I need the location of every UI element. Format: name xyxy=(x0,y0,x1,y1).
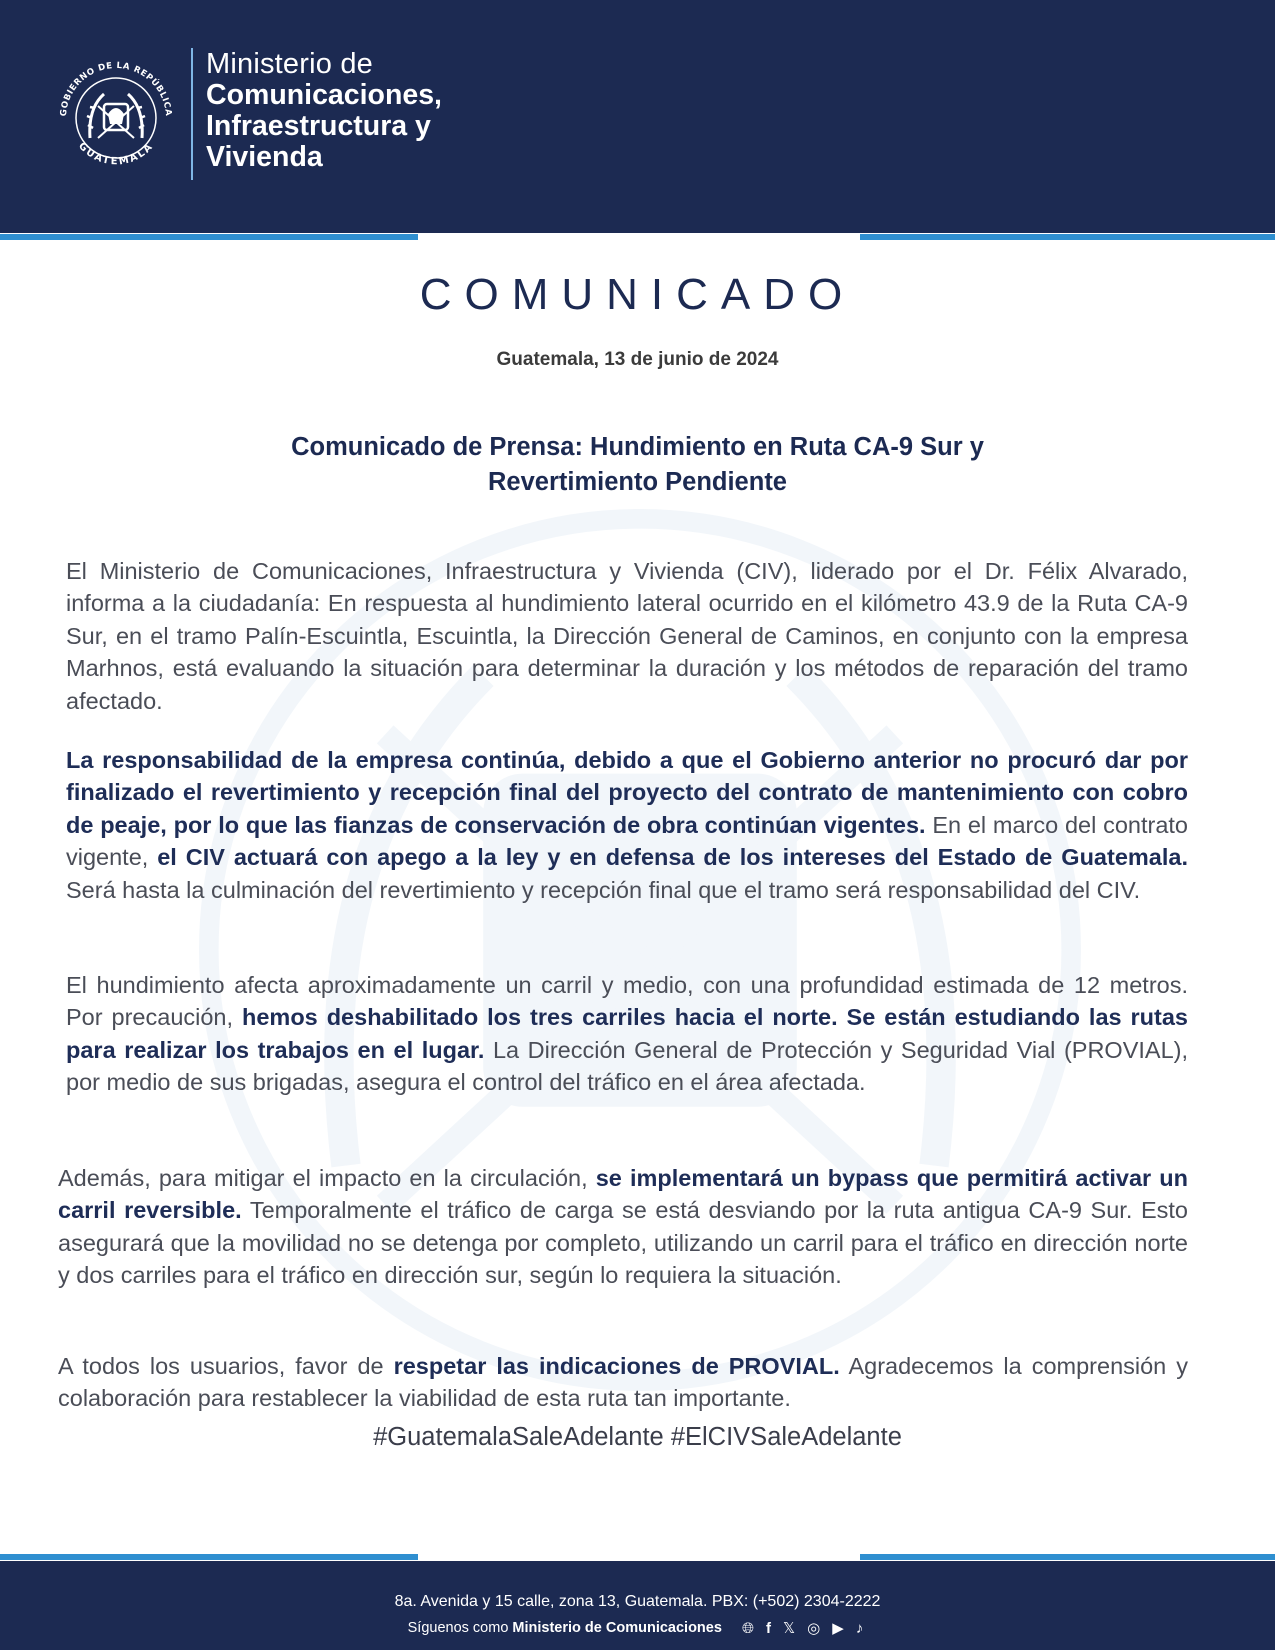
logo-divider xyxy=(191,48,193,180)
hashtags: #GuatemalaSaleAdelante #ElCIVSaleAdelante xyxy=(373,1423,902,1451)
ministry-name xyxy=(206,50,442,172)
paragraph-3-text-1: El hundimiento afecta aproximadamente un carril y medio, con una profundidad estimada de 12 metros. Por precaución, xyxy=(66,971,1188,1030)
social-icons xyxy=(738,1619,867,1637)
paragraph-2-text-1: En el marco del contrato vigente, xyxy=(66,811,1189,870)
ministry-line-1: Ministerio de xyxy=(206,48,373,80)
svg-text:GOBIERNO DE LA REPÚBLICA: GOBIERNO DE LA REPÚBLICA xyxy=(58,60,174,117)
ministry-line-3: Infraestructura y xyxy=(206,110,431,142)
paragraph-2-bold-2: el CIV actuará con apego a la ley y en defensa de los intereses del Estado de Guatemala. xyxy=(157,844,1188,870)
guatemala-seal-logo xyxy=(48,50,184,186)
headline-line-1: Comunicado de Prensa: Hundimiento en Ruta CA-9 Sur y xyxy=(291,433,984,461)
document-title: COMUNICADO xyxy=(419,270,856,319)
tiktok-icon[interactable]: ♪ xyxy=(855,1620,864,1637)
paragraph-5-text-2: Agradecemos la comprensión y colaboración para restablecer la viabilidad de esta ruta tan importante. xyxy=(58,1352,1188,1411)
header-accent-stripe xyxy=(0,233,1275,241)
ministry-line-4: Vivienda xyxy=(206,141,323,173)
footer-social xyxy=(0,1619,1275,1637)
footer-banner xyxy=(0,1561,1275,1650)
press-release-headline xyxy=(160,430,1115,500)
paragraph-3 xyxy=(66,969,1188,1099)
follow-handle: Ministerio de Comunicaciones xyxy=(512,1619,722,1636)
paragraph-4-bold-1: se implementará un bypass que permitirá activar un carril reversible. xyxy=(58,1164,1188,1223)
paragraph-1: El Ministerio de Comunicaciones, Infraestructura y Vivienda (CIV), liderado por el Dr. Félix Alvarado, informa a la ciudadanía: En respuesta al hundimiento lateral ocurrido en el kilómetro 43.9 de la Ruta CA-9 Sur, en el tramo Palín-Escuintla, Escuintla, la Dirección General de Caminos, en conjunto con la empresa Marhnos, está evaluando la situación para determinar la duración y los métodos de reparación del tramo afectado. xyxy=(66,557,1188,714)
paragraph-2-text-2: Será hasta la culminación del revertimiento y recepción final que el tramo será responsabilidad del CIV. xyxy=(66,876,1141,903)
globe-icon[interactable]: 🌐︎ xyxy=(741,1620,754,1637)
paragraph-3-text-2: La Dirección General de Protección y Seguridad Vial (PROVIAL), por medio de sus brigadas, asegura el control del tráfico en el área afectada. xyxy=(66,1036,1188,1095)
paragraph-5-text-1: A todos los usuarios, favor de xyxy=(58,1352,394,1379)
instagram-icon[interactable]: ◎ xyxy=(807,1620,821,1637)
paragraph-2-bold-1: La responsabilidad de la empresa continúa, debido a que el Gobierno anterior no procuró dar por finalizado el revertimiento y recepción final del proyecto del contrato de mantenimiento con cobro de peaje, por lo que las fianzas de conservación de obra continúan vigentes. xyxy=(66,746,1188,838)
x-icon[interactable]: 𝕏 xyxy=(783,1620,796,1637)
paragraph-4-text-1: Además, para mitigar el impacto en la circulación, xyxy=(58,1164,596,1191)
document-date: Guatemala, 13 de junio de 2024 xyxy=(496,349,779,370)
youtube-icon[interactable]: ▶ xyxy=(832,1620,844,1637)
footer-accent-stripe xyxy=(0,1553,1275,1561)
header-banner xyxy=(0,0,1275,233)
facebook-icon[interactable]: f xyxy=(766,1620,771,1637)
svg-text:GUATEMALA: GUATEMALA xyxy=(75,140,156,168)
paragraph-5 xyxy=(58,1350,1188,1415)
paragraph-4-text-2: Temporalmente el tráfico de carga se está desviando por la ruta antigua CA-9 Sur. Esto asegurará que la movilidad no se detenga por completo, utilizando un carril para el tráfico en dirección norte y dos carriles para el tráfico en dirección sur, según lo requiera la situación. xyxy=(58,1197,1188,1288)
paragraph-5-bold-1: respetar las indicaciones de PROVIAL. xyxy=(393,1352,840,1379)
ministry-line-2: Comunicaciones, xyxy=(206,79,442,111)
headline-line-2: Revertimiento Pendiente xyxy=(488,468,787,496)
footer-address: 8a. Avenida y 15 calle, zona 13, Guatemala. PBX: (+502) 2304-2222 xyxy=(394,1593,881,1610)
paragraph-2 xyxy=(66,744,1188,907)
paragraph-3-bold-1: hemos deshabilitado los tres carriles hacia el norte. Se están estudiando las rutas para realizar los trabajos en el lugar. xyxy=(66,1004,1189,1063)
follow-prefix: Síguenos como xyxy=(407,1619,513,1636)
paragraph-4 xyxy=(58,1162,1188,1292)
